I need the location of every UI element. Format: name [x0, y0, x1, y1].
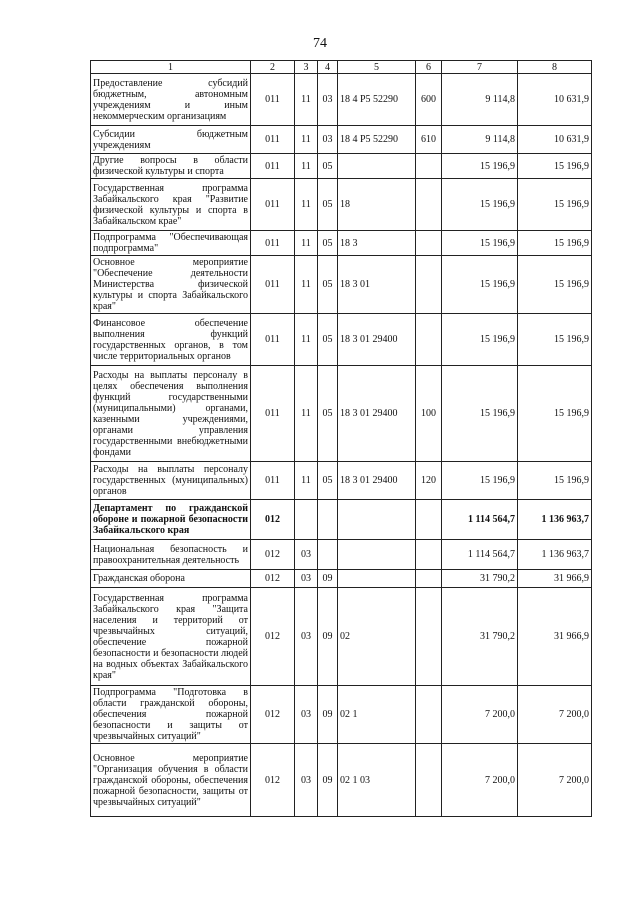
row-name: Государственная программа Забайкальского края "Защита населения и территорий от чрезвычайных ситуаций, обеспечение пожарной безопасности и безопасности людей на водных объектах Забайкальского края"	[91, 588, 251, 686]
cell-amount-year-1: 15 196,9	[442, 231, 518, 256]
cell-amount-year-1: 1 114 564,7	[442, 500, 518, 540]
col-header: 1	[91, 61, 251, 74]
cell-amount-year-1: 9 114,8	[442, 126, 518, 154]
table-row	[91, 744, 592, 817]
cell-subsection: 03	[318, 126, 338, 154]
cell-expense-type	[416, 744, 442, 817]
table-row	[91, 74, 592, 126]
cell-amount-year-2: 1 136 963,7	[518, 540, 592, 570]
cell-section: 11	[295, 462, 318, 500]
table-row	[91, 686, 592, 744]
cell-ministry-code: 011	[251, 154, 295, 179]
col-header: 5	[338, 61, 416, 74]
cell-ministry-code: 012	[251, 540, 295, 570]
row-name: Предоставление субсидий бюджетным, автономным учреждениям и иным некоммерческим организациям	[91, 74, 251, 126]
row-name: Подпрограмма "Подготовка в области гражданской обороны, обеспечения пожарной безопасности и защиты от чрезвычайных ситуаций"	[91, 686, 251, 744]
cell-target-article: 18 3	[338, 231, 416, 256]
table-row	[91, 154, 592, 179]
cell-subsection: 09	[318, 588, 338, 686]
cell-amount-year-2: 15 196,9	[518, 366, 592, 462]
cell-amount-year-2: 15 196,9	[518, 462, 592, 500]
cell-target-article	[338, 500, 416, 540]
cell-ministry-code: 012	[251, 686, 295, 744]
cell-amount-year-2: 15 196,9	[518, 256, 592, 314]
cell-target-article	[338, 540, 416, 570]
row-name: Расходы на выплаты персоналу государственных (муниципальных) органов	[91, 462, 251, 500]
cell-subsection: 05	[318, 462, 338, 500]
row-name: Субсидии бюджетным учреждениям	[91, 126, 251, 154]
cell-subsection	[318, 540, 338, 570]
cell-amount-year-1: 15 196,9	[442, 314, 518, 366]
cell-amount-year-2: 10 631,9	[518, 74, 592, 126]
cell-subsection	[318, 500, 338, 540]
cell-target-article: 18 4 Р5 52290	[338, 126, 416, 154]
cell-section: 03	[295, 540, 318, 570]
cell-expense-type	[416, 256, 442, 314]
cell-expense-type: 610	[416, 126, 442, 154]
cell-section: 11	[295, 256, 318, 314]
col-header: 4	[318, 61, 338, 74]
cell-amount-year-1: 15 196,9	[442, 366, 518, 462]
cell-amount-year-2: 31 966,9	[518, 588, 592, 686]
cell-ministry-code: 012	[251, 588, 295, 686]
row-name: Основное мероприятие "Организация обучения в области гражданской обороны, обеспечения пожарной безопасности, защиты от чрезвычайных ситуаций"	[91, 744, 251, 817]
cell-amount-year-2: 7 200,0	[518, 686, 592, 744]
table-row	[91, 179, 592, 231]
cell-amount-year-2: 15 196,9	[518, 231, 592, 256]
cell-section: 03	[295, 744, 318, 817]
cell-amount-year-1: 15 196,9	[442, 154, 518, 179]
cell-subsection: 09	[318, 686, 338, 744]
cell-expense-type	[416, 154, 442, 179]
cell-amount-year-1: 15 196,9	[442, 462, 518, 500]
table-row	[91, 540, 592, 570]
cell-section	[295, 500, 318, 540]
cell-expense-type: 120	[416, 462, 442, 500]
cell-expense-type	[416, 500, 442, 540]
cell-subsection: 03	[318, 74, 338, 126]
cell-ministry-code: 011	[251, 179, 295, 231]
header-row	[91, 61, 592, 74]
cell-expense-type	[416, 179, 442, 231]
cell-expense-type	[416, 314, 442, 366]
cell-target-article: 18 3 01 29400	[338, 462, 416, 500]
cell-target-article: 02 1	[338, 686, 416, 744]
cell-amount-year-2: 1 136 963,7	[518, 500, 592, 540]
table-row	[91, 256, 592, 314]
cell-amount-year-2: 15 196,9	[518, 314, 592, 366]
cell-expense-type: 100	[416, 366, 442, 462]
col-header: 7	[442, 61, 518, 74]
budget-table	[90, 60, 592, 817]
cell-target-article: 18 3 01 29400	[338, 366, 416, 462]
cell-subsection: 05	[318, 154, 338, 179]
table-row	[91, 588, 592, 686]
cell-amount-year-1: 7 200,0	[442, 686, 518, 744]
row-name: Расходы на выплаты персоналу в целях обеспечения выполнения функций государственными (муниципальными) органами, казенными учреждениями, органами управления государственными внебюджетными фондами	[91, 366, 251, 462]
cell-target-article: 02	[338, 588, 416, 686]
cell-subsection: 05	[318, 231, 338, 256]
cell-amount-year-2: 7 200,0	[518, 744, 592, 817]
cell-section: 11	[295, 74, 318, 126]
cell-target-article: 18	[338, 179, 416, 231]
col-header: 2	[251, 61, 295, 74]
cell-expense-type	[416, 588, 442, 686]
table-row	[91, 366, 592, 462]
table-row	[91, 570, 592, 588]
col-header: 6	[416, 61, 442, 74]
table-row	[91, 231, 592, 256]
cell-amount-year-1: 1 114 564,7	[442, 540, 518, 570]
cell-ministry-code: 011	[251, 74, 295, 126]
cell-ministry-code: 012	[251, 500, 295, 540]
cell-ministry-code: 011	[251, 231, 295, 256]
cell-target-article: 18 4 Р5 52290	[338, 74, 416, 126]
cell-ministry-code: 011	[251, 256, 295, 314]
cell-subsection: 05	[318, 314, 338, 366]
row-name: Национальная безопасность и правоохранительная деятельность	[91, 540, 251, 570]
cell-section: 11	[295, 179, 318, 231]
cell-amount-year-1: 31 790,2	[442, 570, 518, 588]
cell-subsection: 05	[318, 256, 338, 314]
cell-section: 03	[295, 570, 318, 588]
cell-ministry-code: 011	[251, 366, 295, 462]
cell-expense-type	[416, 540, 442, 570]
cell-target-article: 18 3 01	[338, 256, 416, 314]
row-name: Государственная программа Забайкальского края "Развитие физической культуры и спорта в Забайкальском крае"	[91, 179, 251, 231]
cell-subsection: 05	[318, 179, 338, 231]
cell-ministry-code: 011	[251, 314, 295, 366]
cell-amount-year-1: 7 200,0	[442, 744, 518, 817]
cell-target-article	[338, 570, 416, 588]
cell-section: 11	[295, 314, 318, 366]
cell-ministry-code: 011	[251, 462, 295, 500]
cell-expense-type	[416, 686, 442, 744]
cell-amount-year-2: 15 196,9	[518, 179, 592, 231]
page-number: 74	[313, 36, 327, 51]
cell-subsection: 05	[318, 366, 338, 462]
cell-target-article	[338, 154, 416, 179]
table-row	[91, 314, 592, 366]
cell-amount-year-2: 15 196,9	[518, 154, 592, 179]
table-row	[91, 500, 592, 540]
cell-amount-year-1: 9 114,8	[442, 74, 518, 126]
row-name: Подпрограмма "Обеспечивающая подпрограмма"	[91, 231, 251, 256]
cell-amount-year-1: 15 196,9	[442, 179, 518, 231]
cell-amount-year-2: 31 966,9	[518, 570, 592, 588]
cell-amount-year-1: 31 790,2	[442, 588, 518, 686]
row-name: Другие вопросы в области физической культуры и спорта	[91, 154, 251, 179]
cell-expense-type: 600	[416, 74, 442, 126]
cell-section: 03	[295, 686, 318, 744]
cell-expense-type	[416, 570, 442, 588]
row-name: Основное мероприятие "Обеспечение деятельности Министерства физической культуры и спорта Забайкальского края"	[91, 256, 251, 314]
cell-section: 11	[295, 154, 318, 179]
row-name: Департамент по гражданской обороне и пожарной безопасности Забайкальского края	[91, 500, 251, 540]
row-name: Финансовое обеспечение выполнения функций государственных органов, в том числе территориальных органов	[91, 314, 251, 366]
cell-subsection: 09	[318, 744, 338, 817]
row-name: Гражданская оборона	[91, 570, 251, 588]
cell-subsection: 09	[318, 570, 338, 588]
cell-ministry-code: 012	[251, 744, 295, 817]
col-header: 3	[295, 61, 318, 74]
col-header: 8	[518, 61, 592, 74]
cell-target-article: 02 1 03	[338, 744, 416, 817]
cell-section: 03	[295, 588, 318, 686]
table-row	[91, 126, 592, 154]
cell-target-article: 18 3 01 29400	[338, 314, 416, 366]
cell-amount-year-1: 15 196,9	[442, 256, 518, 314]
cell-ministry-code: 011	[251, 126, 295, 154]
cell-section: 11	[295, 366, 318, 462]
cell-section: 11	[295, 231, 318, 256]
table-row	[91, 462, 592, 500]
cell-expense-type	[416, 231, 442, 256]
cell-ministry-code: 012	[251, 570, 295, 588]
cell-section: 11	[295, 126, 318, 154]
cell-amount-year-2: 10 631,9	[518, 126, 592, 154]
